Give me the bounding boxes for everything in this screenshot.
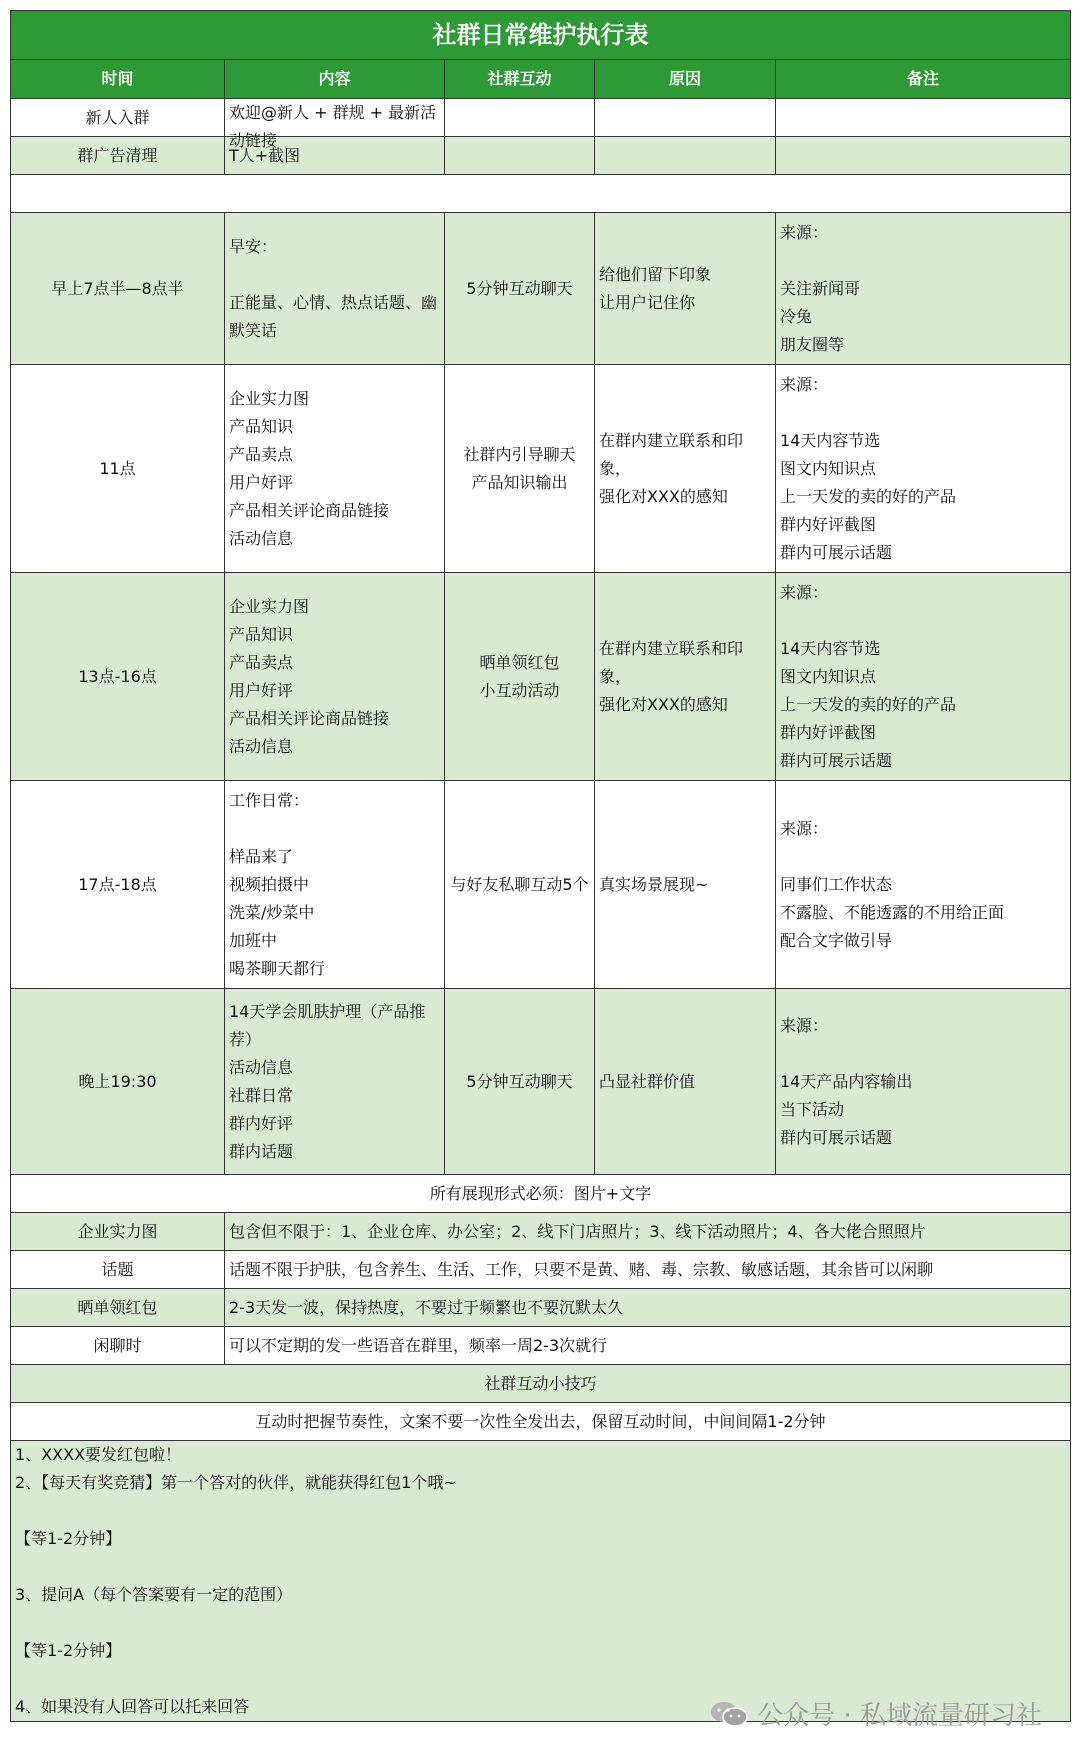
detail-label: 企业实力图: [11, 1213, 225, 1251]
sheet-title: 社群日常维护执行表: [11, 11, 1071, 60]
detail-label: 话题: [11, 1251, 225, 1289]
detail-row: [11, 1251, 1071, 1289]
schedule-row: [11, 989, 1071, 1175]
tips-rhythm-row: [11, 1403, 1071, 1441]
empty-cell: [445, 99, 595, 137]
schedule-note: 来源： 同事们工作状态 不露脸、不能透露的不用给正面 配合文字做引导: [776, 781, 1071, 989]
table-row: [11, 99, 1071, 137]
header-interaction: 社群互动: [445, 60, 595, 99]
schedule-note: 来源： 关注新闻哥 冷兔 朋友圈等: [776, 213, 1071, 365]
tips-title: 社群互动小技巧: [11, 1365, 1071, 1403]
schedule-reason: 给他们留下印象 让用户记住你: [595, 213, 776, 365]
schedule-interaction: 社群内引导聊天 产品知识输出: [445, 365, 595, 573]
schedule-content: 企业实力图 产品知识 产品卖点 用户好评 产品相关评论商品链接 活动信息: [225, 365, 445, 573]
schedule-time: 17点-18点: [11, 781, 225, 989]
maintenance-sheet: [10, 10, 1070, 1722]
schedule-note: 来源： 14天内容节选 图文内知识点 上一天发的卖的好的产品 群内好评截图 群内可展示话题: [776, 365, 1071, 573]
schedule-reason: 在群内建立联系和印象， 强化对XXX的感知: [595, 365, 776, 573]
schedule-time: 早上7点半—8点半: [11, 213, 225, 365]
schedule-note: 来源： 14天内容节选 图文内知识点 上一天发的卖的好的产品 群内好评截图 群内可展示话题: [776, 573, 1071, 781]
empty-cell: [776, 137, 1071, 175]
schedule-reason: 在群内建立联系和印象， 强化对XXX的感知: [595, 573, 776, 781]
watermark: [709, 1695, 1042, 1732]
header-content: 内容: [225, 60, 445, 99]
format-note-row: [11, 1175, 1071, 1213]
row-ad-time: 群广告清理: [11, 137, 225, 175]
detail-text: 包含但不限于：1、企业仓库、办公室；2、线下门店照片；3、线下活动照片；4、各大佬合照照片: [225, 1213, 1071, 1251]
schedule-time: 13点-16点: [11, 573, 225, 781]
schedule-content: 企业实力图 产品知识 产品卖点 用户好评 产品相关评论商品链接 活动信息: [225, 573, 445, 781]
header-reason: 原因: [595, 60, 776, 99]
tips-script-row: [11, 1441, 1071, 1722]
empty-cell: [595, 99, 776, 137]
detail-text: 2-3天发一波，保持热度，不要过于频繁也不要沉默太久: [225, 1289, 1071, 1327]
row-newbie-content: 欢迎@新人 + 群规 + 最新活动链接: [229, 103, 437, 150]
schedule-note: 来源： 14天产品内容输出 当下活动 群内可展示话题: [776, 989, 1071, 1175]
spacer-row: [11, 175, 1071, 213]
schedule-content: 早安： 正能量、心情、热点话题、幽默笑话: [225, 213, 445, 365]
empty-cell: [595, 137, 776, 175]
schedule-content: 工作日常： 样品来了 视频拍摄中 洗菜/炒菜中 加班中 喝茶聊天都行: [225, 781, 445, 989]
detail-row: [11, 1289, 1071, 1327]
schedule-reason: 凸显社群价值: [595, 989, 776, 1175]
tips-title-row: [11, 1365, 1071, 1403]
schedule-row: [11, 365, 1071, 573]
detail-row: [11, 1327, 1071, 1365]
schedule-interaction: 5分钟互动聊天: [445, 213, 595, 365]
schedule-interaction: 与好友私聊互动5个: [445, 781, 595, 989]
wechat-icon: [709, 1699, 749, 1729]
header-note: 备注: [776, 60, 1071, 99]
empty-cell: [11, 175, 1071, 213]
schedule-interaction: 5分钟互动聊天: [445, 989, 595, 1175]
schedule-content: 14天学会肌肤护理（产品推荐） 活动信息 社群日常 群内好评 群内话题: [225, 989, 445, 1175]
format-note: 所有展现形式必须：图片+文字: [11, 1175, 1071, 1213]
detail-text: 话题不限于护肤，包含养生、生活、工作，只要不是黄、赌、毒、宗教、敏感话题，其余皆可以闲聊: [225, 1251, 1071, 1289]
tips-script: 1、XXXX要发红包啦！ 2、【每天有奖竞猜】第一个答对的伙伴，就能获得红包1个哦~ 【等1-2分钟】 3、提问A（每个答案要有一定的范围） 【等1-2分钟】 4、如果没有人回答可以托来回答: [11, 1441, 1071, 1722]
schedule-reason: 真实场景展现~: [595, 781, 776, 989]
schedule-interaction: 晒单领红包 小互动活动: [445, 573, 595, 781]
detail-label: 晒单领红包: [11, 1289, 225, 1327]
watermark-text: 公众号 · 私域流量研习社: [757, 1701, 1042, 1731]
header-time: 时间: [11, 60, 225, 99]
detail-label: 闲聊时: [11, 1327, 225, 1365]
maintenance-table: [10, 10, 1071, 1722]
row-ad-content: T人+截图: [225, 137, 445, 175]
schedule-row: [11, 213, 1071, 365]
table-row: [11, 137, 1071, 175]
empty-cell: [776, 99, 1071, 137]
row-newbie-time: 新人入群: [11, 99, 225, 137]
detail-row: [11, 1213, 1071, 1251]
schedule-row: [11, 573, 1071, 781]
tips-rhythm: 互动时把握节奏性，文案不要一次性全发出去，保留互动时间，中间间隔1-2分钟: [11, 1403, 1071, 1441]
schedule-time: 晚上19:30: [11, 989, 225, 1175]
detail-text: 可以不定期的发一些语音在群里，频率一周2-3次就行: [225, 1327, 1071, 1365]
empty-cell: [445, 137, 595, 175]
schedule-row: [11, 781, 1071, 989]
schedule-time: 11点: [11, 365, 225, 573]
